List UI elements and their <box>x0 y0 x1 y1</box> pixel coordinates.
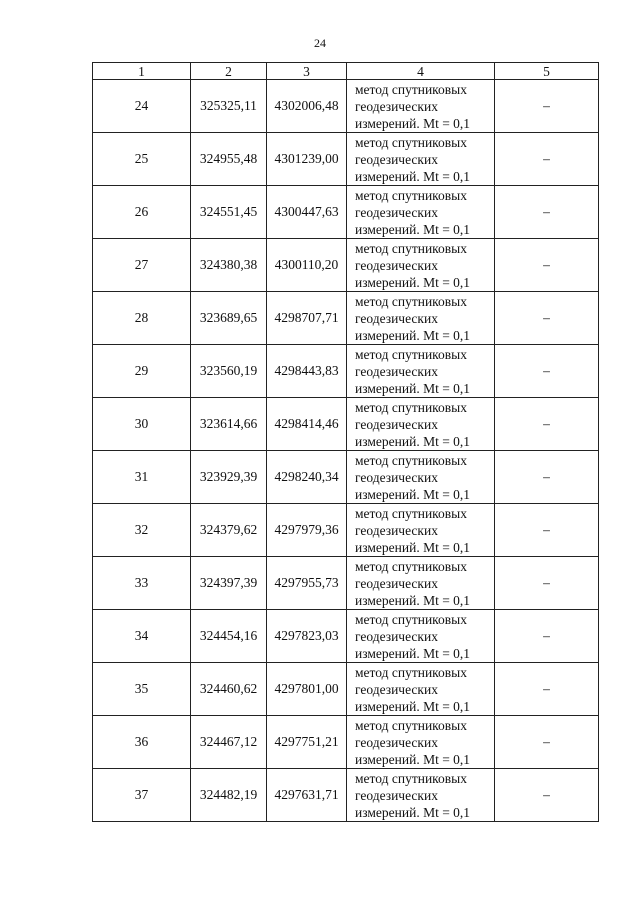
table-header <box>93 63 599 80</box>
col5-cell: – <box>495 663 599 716</box>
method-line-1: метод спутниковых <box>355 134 467 150</box>
method-line-2: геодезических <box>355 522 438 538</box>
method-line-2: геодезических <box>355 575 438 591</box>
method-line-3: измерений. Mt = 0,1 <box>355 804 471 820</box>
col5-cell: – <box>495 451 599 504</box>
method-line-1: метод спутниковых <box>355 399 467 415</box>
x-coordinate-cell: 324454,16 <box>191 610 267 663</box>
method-cell <box>347 663 495 716</box>
table-row <box>93 557 599 610</box>
x-coordinate-cell: 324379,62 <box>191 504 267 557</box>
method-line-3: измерений. Mt = 0,1 <box>355 274 471 290</box>
col5-cell: – <box>495 504 599 557</box>
y-coordinate-cell: 4297979,36 <box>267 504 347 557</box>
col5-cell: – <box>495 769 599 822</box>
y-coordinate-cell: 4298707,71 <box>267 292 347 345</box>
method-line-3: измерений. Mt = 0,1 <box>355 539 471 555</box>
header-col-1: 1 <box>93 63 191 80</box>
method-line-2: геодезических <box>355 98 438 114</box>
table-row <box>93 716 599 769</box>
method-line-1: метод спутниковых <box>355 558 467 574</box>
method-line-1: метод спутниковых <box>355 611 467 627</box>
table-row <box>93 186 599 239</box>
method-line-2: геодезических <box>355 416 438 432</box>
method-cell <box>347 345 495 398</box>
method-cell <box>347 239 495 292</box>
col5-cell: – <box>495 80 599 133</box>
method-line-2: геодезических <box>355 628 438 644</box>
col5-cell: – <box>495 345 599 398</box>
x-coordinate-cell: 323929,39 <box>191 451 267 504</box>
method-line-3: измерений. Mt = 0,1 <box>355 221 471 237</box>
method-line-1: метод спутниковых <box>355 770 467 786</box>
y-coordinate-cell: 4300110,20 <box>267 239 347 292</box>
point-number-cell: 35 <box>93 663 191 716</box>
table-row <box>93 451 599 504</box>
header-col-2: 2 <box>191 63 267 80</box>
point-number-cell: 29 <box>93 345 191 398</box>
table-row <box>93 398 599 451</box>
method-line-2: геодезических <box>355 734 438 750</box>
y-coordinate-cell: 4297631,71 <box>267 769 347 822</box>
point-number-cell: 31 <box>93 451 191 504</box>
y-coordinate-cell: 4297823,03 <box>267 610 347 663</box>
method-line-3: измерений. Mt = 0,1 <box>355 433 471 449</box>
table-body <box>93 80 599 822</box>
header-col-3: 3 <box>267 63 347 80</box>
method-cell <box>347 398 495 451</box>
col5-cell: – <box>495 610 599 663</box>
method-line-3: измерений. Mt = 0,1 <box>355 698 471 714</box>
method-line-1: метод спутниковых <box>355 240 467 256</box>
col5-cell: – <box>495 398 599 451</box>
method-cell <box>347 504 495 557</box>
table-row <box>93 292 599 345</box>
y-coordinate-cell: 4298240,34 <box>267 451 347 504</box>
method-line-3: измерений. Mt = 0,1 <box>355 751 471 767</box>
method-line-1: метод спутниковых <box>355 293 467 309</box>
y-coordinate-cell: 4297801,00 <box>267 663 347 716</box>
x-coordinate-cell: 324482,19 <box>191 769 267 822</box>
method-cell <box>347 610 495 663</box>
point-number-cell: 28 <box>93 292 191 345</box>
x-coordinate-cell: 324551,45 <box>191 186 267 239</box>
x-coordinate-cell: 324460,62 <box>191 663 267 716</box>
method-cell <box>347 292 495 345</box>
table-row <box>93 345 599 398</box>
method-line-1: метод спутниковых <box>355 346 467 362</box>
method-line-3: измерений. Mt = 0,1 <box>355 327 471 343</box>
method-line-2: геодезических <box>355 310 438 326</box>
method-line-2: геодезических <box>355 257 438 273</box>
point-number-cell: 27 <box>93 239 191 292</box>
table-row <box>93 769 599 822</box>
method-line-2: геодезических <box>355 681 438 697</box>
table-row <box>93 239 599 292</box>
point-number-cell: 36 <box>93 716 191 769</box>
header-row <box>93 63 599 80</box>
col5-cell: – <box>495 557 599 610</box>
table-row <box>93 610 599 663</box>
method-line-1: метод спутниковых <box>355 81 467 97</box>
method-line-1: метод спутниковых <box>355 452 467 468</box>
coordinates-table <box>92 62 599 822</box>
x-coordinate-cell: 323614,66 <box>191 398 267 451</box>
method-cell <box>347 186 495 239</box>
point-number-cell: 33 <box>93 557 191 610</box>
x-coordinate-cell: 324955,48 <box>191 133 267 186</box>
point-number-cell: 30 <box>93 398 191 451</box>
point-number-cell: 24 <box>93 80 191 133</box>
x-coordinate-cell: 323689,65 <box>191 292 267 345</box>
col5-cell: – <box>495 186 599 239</box>
method-cell <box>347 451 495 504</box>
point-number-cell: 25 <box>93 133 191 186</box>
y-coordinate-cell: 4297751,21 <box>267 716 347 769</box>
y-coordinate-cell: 4301239,00 <box>267 133 347 186</box>
method-cell <box>347 557 495 610</box>
method-line-2: геодезических <box>355 363 438 379</box>
x-coordinate-cell: 324397,39 <box>191 557 267 610</box>
point-number-cell: 26 <box>93 186 191 239</box>
col5-cell: – <box>495 716 599 769</box>
header-col-4: 4 <box>347 63 495 80</box>
y-coordinate-cell: 4298414,46 <box>267 398 347 451</box>
method-cell <box>347 133 495 186</box>
method-line-1: метод спутниковых <box>355 505 467 521</box>
col5-cell: – <box>495 292 599 345</box>
point-number-cell: 34 <box>93 610 191 663</box>
method-line-2: геодезических <box>355 151 438 167</box>
point-number-cell: 32 <box>93 504 191 557</box>
method-line-3: измерений. Mt = 0,1 <box>355 486 471 502</box>
table-row <box>93 80 599 133</box>
method-line-1: метод спутниковых <box>355 187 467 203</box>
method-line-3: измерений. Mt = 0,1 <box>355 645 471 661</box>
method-line-2: геодезических <box>355 787 438 803</box>
method-line-2: геодезических <box>355 204 438 220</box>
point-number-cell: 37 <box>93 769 191 822</box>
method-line-3: измерений. Mt = 0,1 <box>355 380 471 396</box>
method-line-3: измерений. Mt = 0,1 <box>355 115 471 131</box>
method-line-3: измерений. Mt = 0,1 <box>355 592 471 608</box>
y-coordinate-cell: 4297955,73 <box>267 557 347 610</box>
y-coordinate-cell: 4298443,83 <box>267 345 347 398</box>
y-coordinate-cell: 4300447,63 <box>267 186 347 239</box>
header-col-5: 5 <box>495 63 599 80</box>
method-line-1: метод спутниковых <box>355 664 467 680</box>
x-coordinate-cell: 324380,38 <box>191 239 267 292</box>
table-row <box>93 504 599 557</box>
x-coordinate-cell: 324467,12 <box>191 716 267 769</box>
method-line-1: метод спутниковых <box>355 717 467 733</box>
table-row <box>93 663 599 716</box>
y-coordinate-cell: 4302006,48 <box>267 80 347 133</box>
method-cell <box>347 80 495 133</box>
col5-cell: – <box>495 239 599 292</box>
x-coordinate-cell: 325325,11 <box>191 80 267 133</box>
method-line-3: измерений. Mt = 0,1 <box>355 168 471 184</box>
x-coordinate-cell: 323560,19 <box>191 345 267 398</box>
method-cell <box>347 716 495 769</box>
method-line-2: геодезических <box>355 469 438 485</box>
col5-cell: – <box>495 133 599 186</box>
method-cell <box>347 769 495 822</box>
table-row <box>93 133 599 186</box>
page-number: 24 <box>314 36 326 50</box>
